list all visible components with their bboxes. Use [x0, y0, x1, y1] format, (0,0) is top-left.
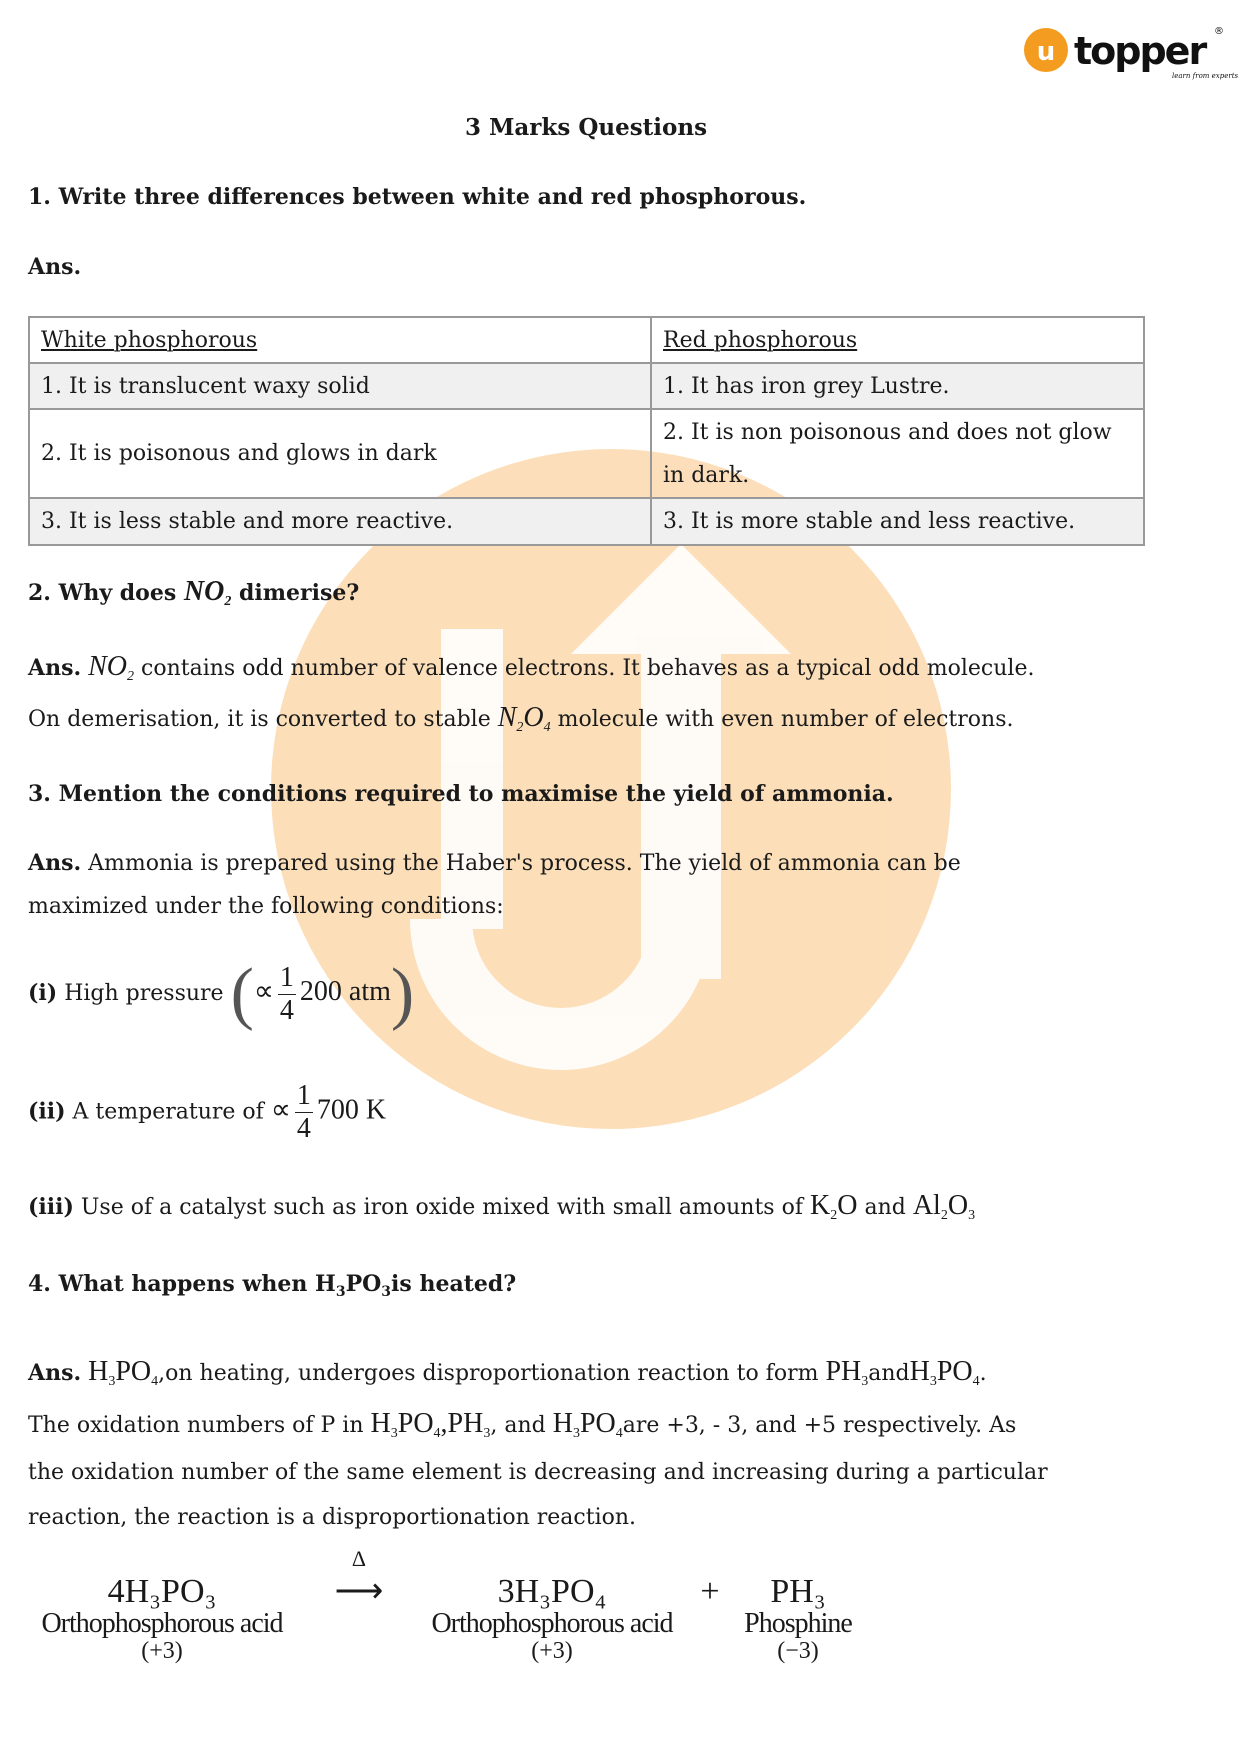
table-cell: 1. It has iron grey Lustre.: [651, 363, 1144, 409]
heat-symbol: Δ: [351, 1546, 367, 1571]
proportional-symbol: ∝: [253, 976, 274, 1007]
product-1-oxidation-state: (+3): [531, 1638, 573, 1664]
formula: $NO_2$: [88, 651, 135, 684]
product-2-name: Phosphine: [744, 1608, 852, 1639]
fraction: $\frac{1}{4}$: [279, 961, 294, 1026]
table-cell: 3. It is less stable and more reactive.: [29, 498, 651, 545]
answer-label: Ans.: [28, 254, 82, 280]
formula: $NO_2$: [183, 576, 232, 609]
product-1-formula: 3H₃PO₄: [497, 1573, 607, 1610]
condition-label: (i): [28, 980, 58, 1006]
condition-label: (iii): [28, 1194, 74, 1220]
condition-text: High pressure: [64, 981, 224, 1006]
reactant-name: Orthophosphorous acid: [41, 1608, 283, 1639]
condition-label: (ii): [28, 1098, 66, 1125]
formula: $H_3PO_4,PH_3$: [370, 1408, 491, 1441]
arrow-icon: ⟶: [334, 1573, 384, 1610]
q-text: dimerise?: [239, 580, 360, 606]
paren: (: [230, 955, 254, 1032]
svg-text:®: ®: [1214, 26, 1224, 37]
condition-2: [28, 1080, 386, 1145]
reactant: [22, 1574, 302, 1664]
formula: $H_3PO_4$: [552, 1408, 623, 1441]
answer-4-line-2: [28, 1408, 1016, 1442]
page-title: 3 Marks Questions: [464, 114, 708, 141]
formula: $PH_3$: [825, 1356, 869, 1389]
condition-text: A temperature of: [72, 1099, 264, 1125]
answer-4-line-3: the oxidation number of the same element is decreasing and increasing during a particular: [28, 1460, 1048, 1485]
question-4: 4. What happens when $H_3PO_3is$ heated?: [28, 1271, 517, 1300]
answer-2-line-2: [28, 702, 1014, 736]
product-2-oxidation-state: (−3): [777, 1638, 819, 1664]
condition-text: Use of a catalyst such as iron oxide mixed with small amounts of: [80, 1195, 803, 1220]
table-cell: 2. It is poisonous and glows in dark: [29, 409, 651, 498]
answer-text: are +3, - 3, and +5 respectively. As: [622, 1413, 1017, 1438]
question-3: 3. Mention the conditions required to maximise the yield of ammonia.: [28, 781, 894, 807]
table-header: White phosphorous: [29, 317, 651, 363]
product-1: [412, 1574, 692, 1664]
product-1-name: Orthophosphorous acid: [431, 1608, 673, 1639]
formula: $N_2O_4$: [497, 702, 551, 735]
reactant-oxidation-state: (+3): [141, 1638, 183, 1664]
fraction: $\frac{1}{4}$: [296, 1080, 311, 1144]
answer-label: Ans.: [28, 850, 82, 876]
svg-text:learn from experts: learn from experts: [1172, 72, 1239, 80]
reactant-formula: 4H₃PO₃: [107, 1573, 217, 1610]
q-text: 2. Why does: [28, 580, 177, 606]
formula: $Al_2O_3$: [912, 1190, 976, 1223]
proportional-symbol: ∝: [270, 1094, 291, 1126]
answer-label: Ans.: [28, 655, 82, 681]
answer-4-line-1: [28, 1356, 987, 1390]
answer-text: .: [979, 1361, 987, 1386]
answer-text: The oxidation numbers of P in: [28, 1413, 364, 1438]
condition-text: and: [864, 1195, 906, 1220]
answer-text: and: [868, 1361, 910, 1386]
product-2: [728, 1574, 868, 1664]
question-2: [28, 576, 359, 610]
answer-4-line-4: reaction, the reaction is a disproportionation reaction.: [28, 1505, 637, 1530]
topper-logo: [1022, 24, 1239, 84]
answer-text: molecule with even number of electrons.: [557, 707, 1014, 732]
answer-text: ,on heating, undergoes disproportionation reaction to form: [158, 1361, 819, 1386]
table-header: Red phosphorous: [651, 317, 1144, 363]
condition-1: [28, 955, 415, 1032]
answer-3-line-1: [28, 850, 961, 876]
answer-2-line-1: [28, 651, 1034, 685]
formula: $H_3PO_4$: [88, 1356, 159, 1389]
answer-text: On demerisation, it is converted to stable: [28, 707, 491, 732]
answer-text: contains odd number of valence electrons. It behaves as a typical odd molecule.: [141, 656, 1035, 681]
answer-text: , and: [490, 1413, 546, 1438]
table-cell: 3. It is more stable and less reactive.: [651, 498, 1144, 545]
value: 200 atm: [299, 976, 391, 1007]
comparison-table: [28, 316, 1145, 546]
formula: $K_2O$: [809, 1190, 858, 1223]
paren: ): [390, 955, 415, 1032]
plus-sign: +: [700, 1573, 720, 1610]
answer-label: Ans.: [28, 1360, 82, 1386]
table-cell: 2. It is non poisonous and does not glow in dark.: [651, 409, 1144, 498]
product-2-formula: PH₃: [770, 1573, 826, 1610]
answer-3-line-2: maximized under the following conditions:: [28, 894, 504, 919]
formula: $H_3PO_4$: [909, 1356, 980, 1389]
reaction-arrow: [314, 1546, 404, 1612]
table-cell: 1. It is translucent waxy solid: [29, 363, 651, 409]
question-1: 1. Write three differences between white and red phosphorous.: [28, 184, 807, 210]
svg-text:topper: topper: [1074, 29, 1206, 73]
answer-text: Ammonia is prepared using the Haber's process. The yield of ammonia can be: [88, 851, 961, 876]
condition-3: [28, 1190, 975, 1224]
svg-text:u: u: [1036, 37, 1056, 67]
value: 700 K: [316, 1094, 387, 1126]
